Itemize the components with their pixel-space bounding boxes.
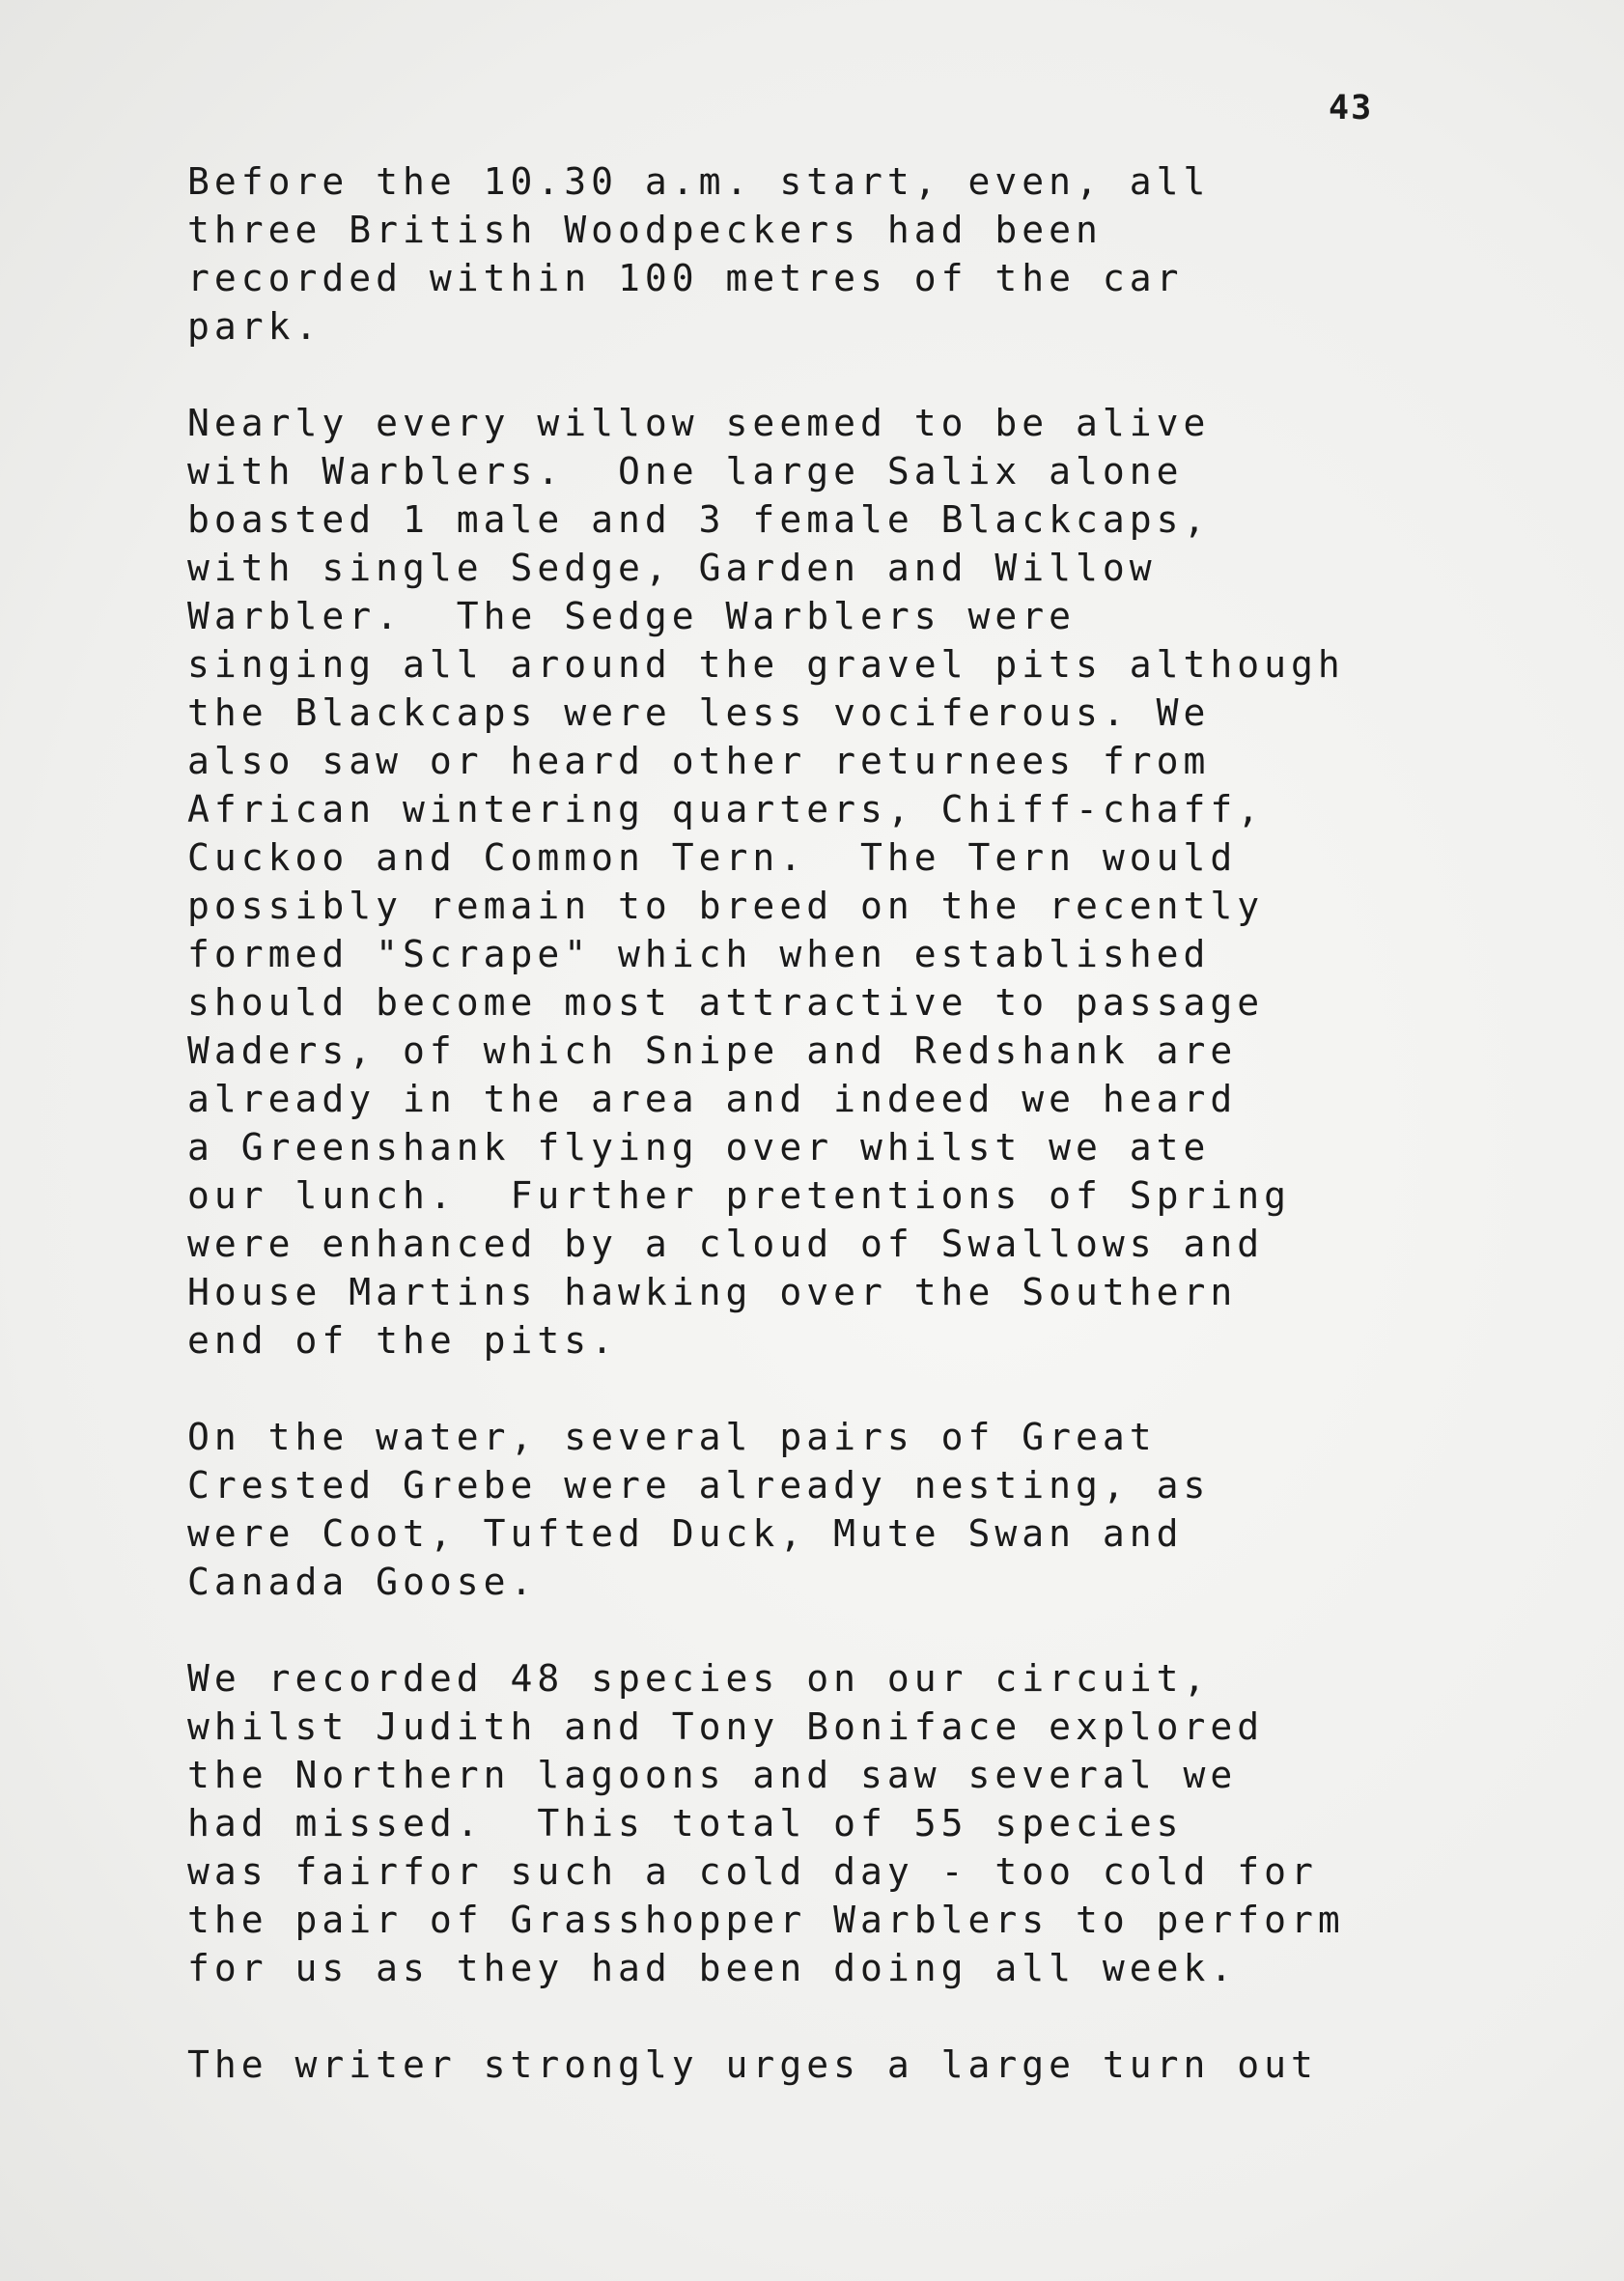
text-line: Crested Grebe were already nesting, as <box>187 1464 1211 1507</box>
text-line: singing all around the gravel pits although <box>187 643 1345 686</box>
text-line: boasted 1 male and 3 female Blackcaps, <box>187 498 1211 541</box>
text-line: recorded within 100 metres of the car <box>187 257 1184 299</box>
text-line: with single Sedge, Garden and Willow <box>187 547 1157 589</box>
text-line: African wintering quarters, Chiff-chaff, <box>187 788 1265 831</box>
text-line: We recorded 48 species on our circuit, <box>187 1657 1211 1700</box>
paragraph <box>187 1413 1491 1606</box>
text-line: were Coot, Tufted Duck, Mute Swan and <box>187 1512 1184 1555</box>
text-line: House Martins hawking over the Southern <box>187 1271 1238 1313</box>
text-line: with Warblers. One large Salix alone <box>187 450 1184 493</box>
text-line: had missed. This total of 55 species <box>187 1802 1184 1845</box>
text-line: On the water, several pairs of Great <box>187 1416 1157 1458</box>
text-line: the pair of Grasshopper Warblers to perform <box>187 1899 1345 1941</box>
text-line: formed "Scrape" which when established <box>187 933 1211 975</box>
text-line: Waders, of which Snipe and Redshank are <box>187 1029 1238 1072</box>
page-number: 43 <box>1329 89 1374 127</box>
text-line: a Greenshank flying over whilst we ate <box>187 1126 1211 1169</box>
text-line: the Blackcaps were less vociferous. We <box>187 691 1211 734</box>
text-line: was fairfor such a cold day - too cold for <box>187 1850 1318 1893</box>
text-line: possibly remain to breed on the recently <box>187 885 1265 927</box>
paragraph <box>187 2041 1491 2089</box>
paragraph <box>187 399 1491 1365</box>
text-line: whilst Judith and Tony Boniface explored <box>187 1705 1265 1748</box>
body-text <box>187 157 1491 2137</box>
text-line: Before the 10.30 a.m. start, even, all <box>187 160 1211 203</box>
paragraph <box>187 157 1491 351</box>
text-line: park. <box>187 305 322 348</box>
text-line: end of the pits. <box>187 1319 619 1362</box>
text-line: Canada Goose. <box>187 1561 538 1603</box>
text-line: our lunch. Further pretentions of Spring <box>187 1174 1291 1217</box>
text-line: Warbler. The Sedge Warblers were <box>187 595 1076 637</box>
text-line: Nearly every willow seemed to be alive <box>187 402 1211 444</box>
text-line: three British Woodpeckers had been <box>187 209 1103 251</box>
text-line: already in the area and indeed we heard <box>187 1078 1238 1120</box>
text-line: the Northern lagoons and saw several we <box>187 1754 1238 1796</box>
text-line: for us as they had been doing all week. <box>187 1947 1238 1989</box>
text-line: should become most attractive to passage <box>187 981 1265 1024</box>
text-line: were enhanced by a cloud of Swallows and <box>187 1223 1265 1265</box>
text-line: Cuckoo and Common Tern. The Tern would <box>187 836 1238 879</box>
paragraph <box>187 1654 1491 1992</box>
text-line: The writer strongly urges a large turn out <box>187 2043 1318 2086</box>
text-line: also saw or heard other returnees from <box>187 740 1211 782</box>
